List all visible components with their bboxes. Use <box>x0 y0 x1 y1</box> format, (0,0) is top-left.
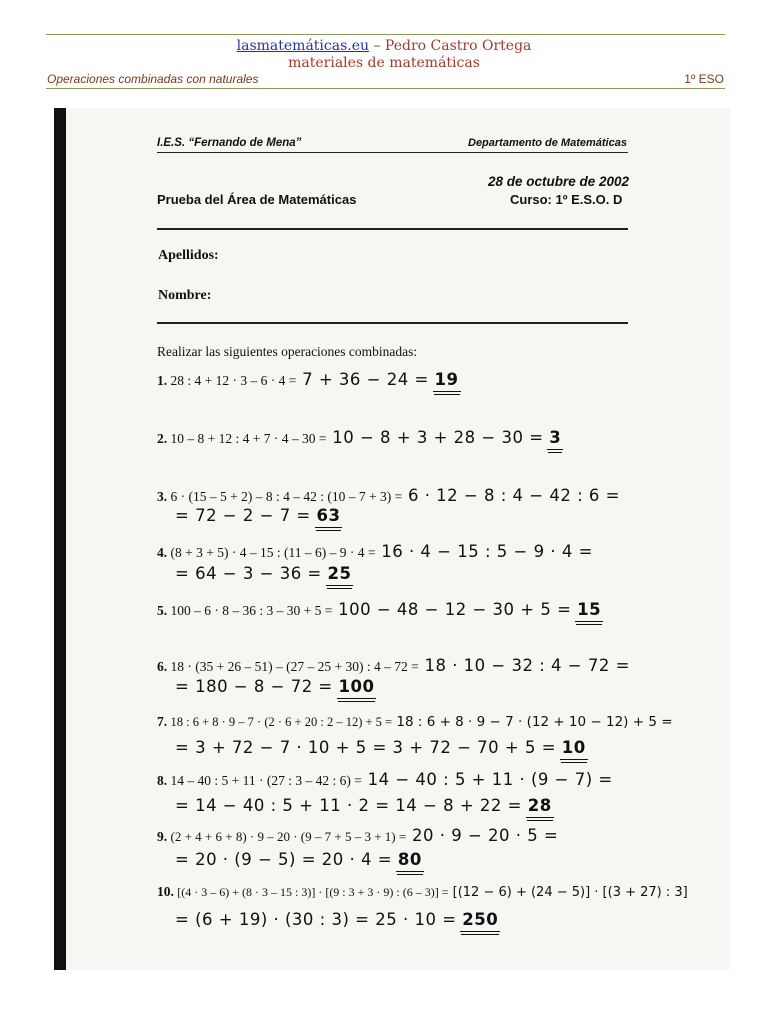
problem-expression: 100 – 6 · 8 – 36 : 3 – 30 + 5 = <box>170 603 333 618</box>
handwritten-work: 6 · 12 − 8 : 4 − 42 : 6 = <box>402 486 620 505</box>
problem-1 <box>157 370 459 389</box>
final-answer: 28 <box>527 796 552 815</box>
final-answer: 15 <box>577 600 602 619</box>
exam-title: Prueba del Área de Matemáticas <box>157 192 357 207</box>
handwritten-work: = 20 · (9 − 5) = 20 · 4 = <box>175 850 398 869</box>
surname-label: Apellidos: <box>158 248 219 263</box>
problem-9 <box>157 826 558 845</box>
problem-expression: (2 + 4 + 6 + 8) · 9 – 20 · (9 – 7 + 5 – 3 + 1) = <box>170 829 407 844</box>
final-answer: 19 <box>434 370 459 389</box>
final-answer: 250 <box>462 910 499 929</box>
level-label: 1º ESO <box>684 72 724 86</box>
topic-label: Operaciones combinadas con naturales <box>47 72 259 86</box>
final-answer: 10 <box>561 738 586 757</box>
handwritten-work: 18 · 10 − 32 : 4 − 72 = <box>418 656 630 675</box>
handwritten-work: 7 + 36 − 24 = <box>296 370 435 389</box>
handwritten-work: 100 − 48 − 12 − 30 + 5 = <box>332 600 578 619</box>
problem-10 <box>157 884 688 900</box>
final-answer: 63 <box>316 506 341 525</box>
problem-8 <box>157 770 613 789</box>
name-rule <box>157 322 628 324</box>
problem-expression: (8 + 3 + 5) · 4 – 15 : (11 – 6) – 9 · 4 = <box>170 545 376 560</box>
name-label: Nombre: <box>158 288 212 303</box>
problem-number: 5. <box>157 603 168 618</box>
author-name: – Pedro Castro Ortega <box>369 38 532 54</box>
problem-number: 6. <box>157 659 168 674</box>
problem-expression: [(4 · 3 – 6) + (8 · 3 – 15 : 3)] · [(9 : 3 + 3 · 9) : (6 – 3)] = <box>177 885 449 899</box>
handwritten-work: = 64 − 3 − 36 = <box>175 564 328 583</box>
problem-number: 2. <box>157 431 168 446</box>
problem-number: 4. <box>157 545 168 560</box>
final-answer: 25 <box>327 564 352 583</box>
handwritten-work: = 14 − 40 : 5 + 11 · 2 = 14 − 8 + 22 = <box>175 796 528 815</box>
problem-6 <box>157 656 630 675</box>
handwritten-work: 18 : 6 + 8 · 9 − 7 · (12 + 10 − 12) + 5 = <box>392 714 673 730</box>
problem-number: 1. <box>157 373 168 388</box>
final-answer: 80 <box>397 850 422 869</box>
handwritten-work: = 3 + 72 − 7 · 10 + 5 = 3 + 72 − 70 + 5 = <box>175 738 562 757</box>
problem-7-continuation <box>175 738 586 757</box>
exam-date: 28 de octubre de 2002 <box>488 174 630 189</box>
problem-9-continuation <box>175 850 422 869</box>
problem-5 <box>157 600 601 619</box>
problem-6-continuation <box>175 677 374 696</box>
problem-4 <box>157 542 593 561</box>
handwritten-work: 20 · 9 − 20 · 5 = <box>406 826 559 845</box>
problem-3 <box>157 486 620 505</box>
title-rule <box>157 228 628 230</box>
problem-number: 3. <box>157 489 168 504</box>
handwritten-work: 16 · 4 − 15 : 5 − 9 · 4 = <box>375 542 593 561</box>
problem-expression: 14 – 40 : 5 + 11 · (27 : 3 – 42 : 6) = <box>170 773 362 788</box>
school-name: I.E.S. “Fernando de Mena” <box>157 137 302 149</box>
final-answer: 3 <box>549 428 562 447</box>
school-rule <box>157 152 628 153</box>
problem-expression: 10 – 8 + 12 : 4 + 7 · 4 – 30 = <box>170 431 327 446</box>
problem-8-continuation <box>175 796 552 815</box>
problem-number: 7. <box>157 714 168 729</box>
problem-7 <box>157 714 673 730</box>
handwritten-work: 10 − 8 + 3 + 28 − 30 = <box>326 428 550 447</box>
site-link[interactable]: lasmatemáticas.eu <box>236 38 370 54</box>
problem-expression: 18 : 6 + 8 · 9 – 7 · (2 · 6 + 20 : 2 – 12) + 5 = <box>170 715 393 729</box>
problem-4-continuation <box>175 564 351 583</box>
department-name: Departamento de Matemáticas <box>468 137 627 149</box>
handwritten-work: = 72 − 2 − 7 = <box>175 506 317 525</box>
course-label: Curso: 1º E.S.O. D <box>510 192 623 207</box>
problem-2 <box>157 428 561 447</box>
final-answer: 100 <box>338 677 375 696</box>
problem-expression: 6 · (15 – 5 + 2) – 8 : 4 – 42 : (10 – 7 + 3) = <box>170 489 403 504</box>
instructions: Realizar las siguientes operaciones combinadas: <box>157 344 418 359</box>
problem-number: 10. <box>157 884 174 899</box>
problem-10-continuation <box>175 910 498 929</box>
handwritten-work: = 180 − 8 − 72 = <box>175 677 339 696</box>
site-subtitle: materiales de matemáticas <box>288 55 480 71</box>
problem-3-continuation <box>175 506 340 525</box>
problem-number: 8. <box>157 773 168 788</box>
handwritten-work: [(12 − 6) + (24 − 5)] · [(3 + 27) : 3] <box>448 885 688 900</box>
handwritten-work: 14 − 40 : 5 + 11 · (9 − 7) = <box>361 770 613 789</box>
problem-expression: 28 : 4 + 12 · 3 – 6 · 4 = <box>170 373 297 388</box>
handwritten-work: = (6 + 19) · (30 : 3) = 25 · 10 = <box>175 910 463 929</box>
problem-expression: 18 · (35 + 26 – 51) – (27 – 25 + 30) : 4 – 72 = <box>170 659 419 674</box>
problem-number: 9. <box>157 829 168 844</box>
